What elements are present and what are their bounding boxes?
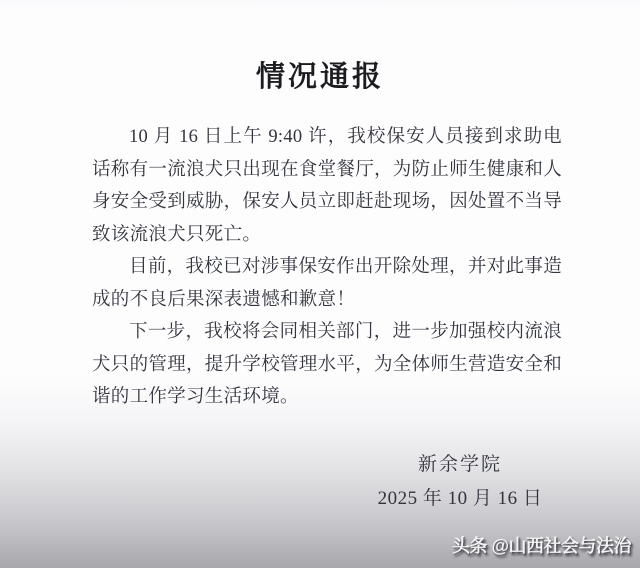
toutiao-watermark: 头条 @山西社会与法治 [451,536,631,556]
issuer-name: 新余学院 [417,454,502,475]
signature-block [330,453,590,511]
document-title: 情况通报 [255,61,384,93]
paragraph-incident: 10 月 16 日上午 9:40 许，我校保安人员接到求助电话称有一流浪犬只出现在食堂餐厅，为防止师生健康和人身安全受到威胁，保安人员立即赶赴现场，因处置不当导致该流浪犬只死亡。 [92,127,563,245]
document-body [92,121,562,414]
paragraph-followup: 下一步，我校将会同相关部门，进一步加强校内流浪犬只的管理，提升学校管理水平，为全体师生营造安全和谐的工作学习生活环境。 [92,322,563,407]
paragraph-action: 目前，我校已对涉事保安作出开除处理，并对此事造成的不良后果深表遗憾和歉意！ [92,257,562,310]
issue-date: 2025 年 10 月 16 日 [377,488,543,509]
